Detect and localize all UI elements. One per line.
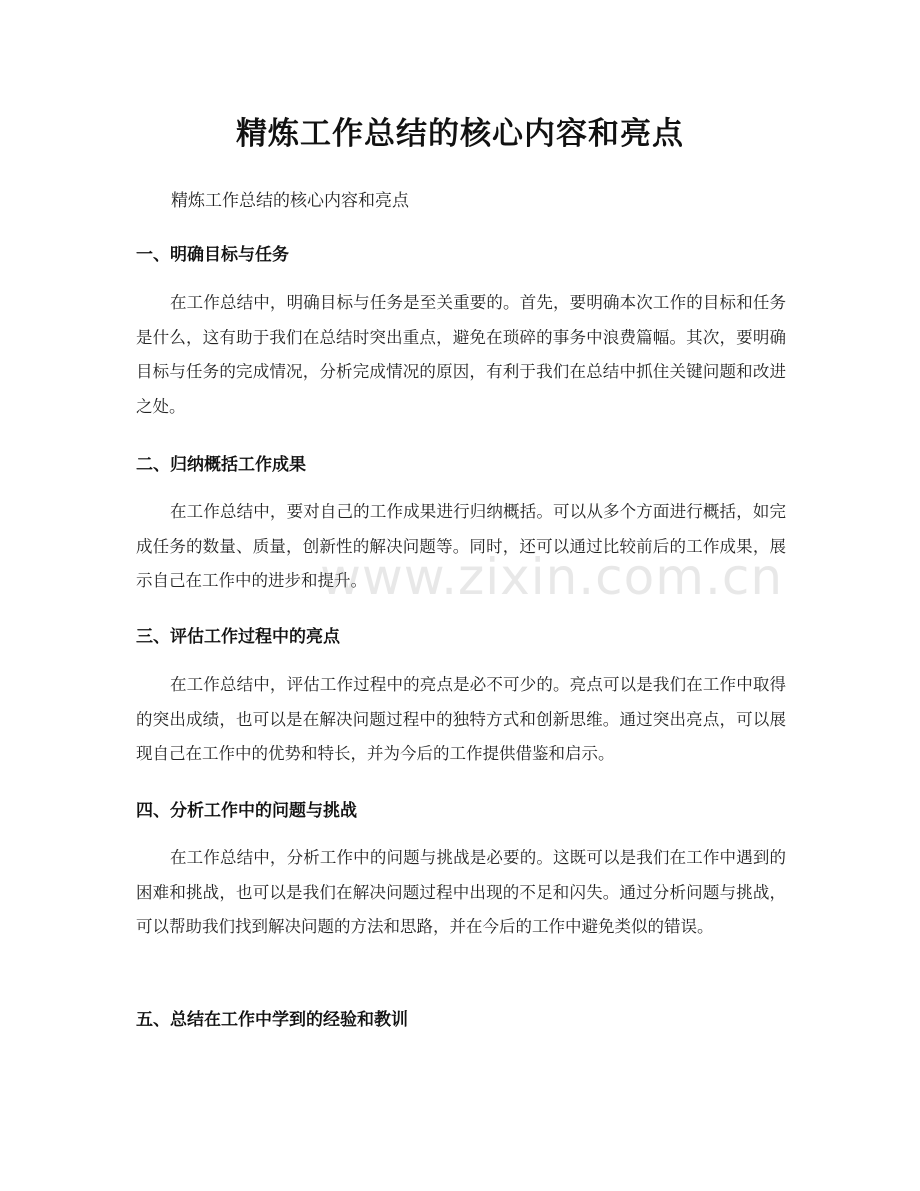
section-paragraph-3: 在工作总结中，评估工作过程中的亮点是必不可少的。亮点可以是我们在工作中取得的突出成绩，也可以是在解决问题过程中的独特方式和创新思维。通过突出亮点，可以展现自己在工作中的优势和特长，并为今后的工作提供借鉴和启示。 [136,675,786,763]
section-heading-5: 五、总结在工作中学到的经验和教训 [136,1010,408,1030]
section-paragraph-1: 在工作总结中，明确目标与任务是至关重要的。首先，要明确本次工作的目标和任务是什么，这有助于我们在总结时突出重点，避免在琐碎的事务中浪费篇幅。其次，要明确目标与任务的完成情况，分析完成情况的原因，有利于我们在总结中抓住关键问题和改进之处。 [136,293,786,416]
document-title: 精炼工作总结的核心内容和亮点 [236,116,684,152]
section-paragraph-4: 在工作总结中，分析工作中的问题与挑战是必要的。这既可以是我们在工作中遇到的困难和挑战，也可以是我们在解决问题过程中出现的不足和闪失。通过分析问题与挑战，可以帮助我们找到解决问题的方法和思路，并在今后的工作中避免类似的错误。 [136,848,786,936]
section-heading-4: 四、分析工作中的问题与挑战 [136,801,357,821]
section-heading-2: 二、归纳概括工作成果 [136,455,306,475]
section-heading-1: 一、明确目标与任务 [136,245,289,265]
watermark: www.zixin.com.cn [320,548,784,606]
document-subtitle: 精炼工作总结的核心内容和亮点 [171,191,409,211]
section-paragraph-2: 在工作总结中，要对自己的工作成果进行归纳概括。可以从多个方面进行概括，如完成任务的数量、质量，创新性的解决问题等。同时，还可以通过比较前后的工作成果，展示自己在工作中的进步和提升。 [136,502,786,590]
section-heading-3: 三、评估工作过程中的亮点 [136,627,340,647]
